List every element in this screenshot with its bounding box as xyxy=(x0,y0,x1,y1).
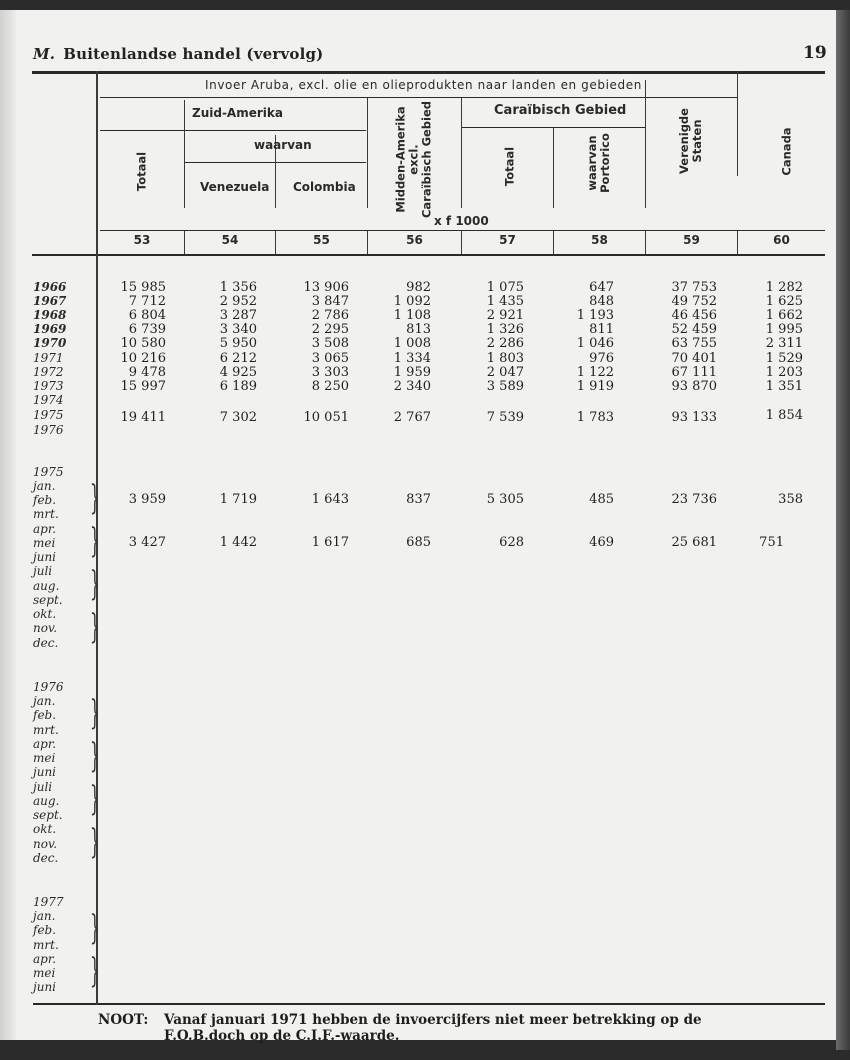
cell: 628 xyxy=(499,535,524,550)
colnum-55: 55 xyxy=(313,233,330,247)
cell: 469 xyxy=(589,535,614,550)
cell: 67 111 xyxy=(671,365,717,380)
cell: 3 959 xyxy=(128,492,166,507)
cell: 2 767 xyxy=(393,410,431,425)
cell: 23 736 xyxy=(671,492,717,507)
cell: 837 xyxy=(406,492,431,507)
cell: 1 193 xyxy=(576,308,614,323)
col-header-venezuela: Venezuela xyxy=(200,180,270,194)
cell: 93 870 xyxy=(671,379,717,394)
col-divider-58-59 xyxy=(645,80,646,208)
cell: 813 xyxy=(406,322,431,337)
cell: 2 952 xyxy=(219,294,257,309)
month-label: okt. xyxy=(33,822,57,836)
page-title xyxy=(33,45,323,63)
unit-rule xyxy=(100,230,825,231)
month-label: mrt. xyxy=(33,723,59,737)
month-label: feb. xyxy=(33,493,57,507)
month-label: aug. xyxy=(33,794,60,808)
month-label: juni xyxy=(33,765,57,779)
cell: 25 681 xyxy=(671,535,717,550)
section-letter: M. xyxy=(33,45,56,63)
colnum-58: 58 xyxy=(591,233,608,247)
row-year-1973: 1973 xyxy=(33,379,64,393)
month-label: dec. xyxy=(33,636,59,650)
table-top-rule xyxy=(32,71,825,74)
cell: 2 921 xyxy=(486,308,524,323)
cell: 10 580 xyxy=(120,336,166,351)
cell: 1 092 xyxy=(393,294,431,309)
header-line: Caraïbisch Gebied xyxy=(419,100,434,219)
month-label: juli xyxy=(33,780,53,794)
cell: 37 753 xyxy=(671,280,717,295)
footnote-line-2: F.O.B.doch op de C.I.F.-waarde. xyxy=(164,1028,400,1044)
quarter-brace: } xyxy=(89,693,100,733)
month-label: nov. xyxy=(33,621,58,635)
quarter-brace: } xyxy=(89,478,100,518)
cell: 1 435 xyxy=(486,294,524,309)
header-line: Midden-Amerika xyxy=(393,106,408,213)
month-label: jan. xyxy=(33,479,56,493)
col-divider-57-58 xyxy=(553,128,554,208)
colnum-60: 60 xyxy=(773,233,790,247)
month-label: apr. xyxy=(33,522,57,536)
header-line: waarvan xyxy=(585,135,599,191)
page-gutter-shadow xyxy=(0,10,16,1040)
month-label: dec. xyxy=(33,851,59,865)
month-label: mei xyxy=(33,536,56,550)
colnum-rule xyxy=(32,254,825,256)
colnum-54: 54 xyxy=(221,233,239,247)
group-waarvan: waarvan xyxy=(254,138,312,152)
cell: 2 295 xyxy=(311,322,349,337)
col-header-colombia: Colombia xyxy=(293,180,356,194)
month-label: sept. xyxy=(33,808,63,822)
cell: 3 847 xyxy=(311,294,349,309)
cell: 93 133 xyxy=(671,410,717,425)
cell: 1 783 xyxy=(576,410,614,425)
cell: 1 075 xyxy=(486,280,524,295)
cell: 49 752 xyxy=(671,294,717,309)
cell: 1 995 xyxy=(765,322,803,337)
row-year-1972: 1972 xyxy=(33,365,64,379)
row-year-1975: 1975 xyxy=(33,408,64,422)
cell: 7 712 xyxy=(128,294,166,309)
cell: 1 356 xyxy=(219,280,257,295)
month-label: aug. xyxy=(33,579,60,593)
row-year-1974: 1974 xyxy=(33,393,64,407)
cell: 2 311 xyxy=(765,336,803,351)
cell: 1 803 xyxy=(486,351,524,366)
col-header-verenigde-staten xyxy=(678,101,704,181)
cell: 976 xyxy=(589,351,614,366)
cell: 647 xyxy=(589,280,614,295)
section-year-1976: 1976 xyxy=(33,680,64,694)
col-header-portorico xyxy=(586,123,612,203)
row-year-1971: 1971 xyxy=(33,351,64,365)
cell: 1 662 xyxy=(765,308,803,323)
month-label: sept. xyxy=(33,593,63,607)
cell: 3 303 xyxy=(311,365,349,380)
cell: 6 804 xyxy=(128,308,166,323)
cell: 685 xyxy=(406,535,431,550)
cell: 6 212 xyxy=(219,351,257,366)
header-line: Staten xyxy=(690,119,704,163)
table-bottom-rule xyxy=(33,1003,825,1005)
cell: 52 459 xyxy=(671,322,717,337)
col-divider-55-56 xyxy=(367,98,368,208)
cell: 6 189 xyxy=(219,379,257,394)
unit-label: x f 1000 xyxy=(434,214,489,228)
cell: 1 959 xyxy=(393,365,431,380)
heading-underline xyxy=(100,97,737,98)
cell: 1 854 xyxy=(765,408,803,423)
header-line: Portorico xyxy=(598,133,612,193)
cell: 5 305 xyxy=(486,492,524,507)
cell: 46 456 xyxy=(671,308,717,323)
quarter-brace: } xyxy=(89,564,100,604)
month-label: okt. xyxy=(33,607,57,621)
month-label: mei xyxy=(33,966,56,980)
section-title: Buitenlandse handel (vervolg) xyxy=(63,45,324,63)
quarter-brace: } xyxy=(89,822,100,862)
cell: 15 997 xyxy=(120,379,166,394)
month-label: nov. xyxy=(33,837,58,851)
section-year-1977: 1977 xyxy=(33,895,64,909)
cell: 2 786 xyxy=(311,308,349,323)
cell: 1 326 xyxy=(486,322,524,337)
cell: 1 719 xyxy=(219,492,257,507)
quarter-brace: } xyxy=(89,521,100,561)
row-year-1969: 1969 xyxy=(33,322,67,336)
cell: 13 906 xyxy=(303,280,349,295)
cell: 485 xyxy=(589,492,614,507)
footnote xyxy=(98,1012,702,1044)
cell: 1 442 xyxy=(219,535,257,550)
month-label: juli xyxy=(33,564,53,578)
colnum-56: 56 xyxy=(406,233,423,247)
section-year-1975: 1975 xyxy=(33,465,64,479)
header-line: Verenigde xyxy=(677,108,691,174)
cell: 10 216 xyxy=(120,351,166,366)
cell: 70 401 xyxy=(671,351,717,366)
cell: 8 250 xyxy=(311,379,349,394)
quarter-brace: } xyxy=(89,908,100,948)
quarter-brace: } xyxy=(89,951,100,991)
cell: 811 xyxy=(589,322,614,337)
cell: 15 985 xyxy=(120,280,166,295)
month-label: mei xyxy=(33,751,56,765)
footnote-line-1: Vanaf januari 1971 hebben de invoercijfers niet meer betrekking op de xyxy=(164,1012,702,1028)
colnum-59: 59 xyxy=(683,233,700,247)
month-label: jan. xyxy=(33,909,56,923)
cell: 1 108 xyxy=(393,308,431,323)
cell: 7 539 xyxy=(486,410,524,425)
colnum-57: 57 xyxy=(499,233,516,247)
header-line: excl. xyxy=(406,144,421,175)
cell: 4 925 xyxy=(219,365,257,380)
cell: 1 122 xyxy=(576,365,614,380)
col-divider-59-60 xyxy=(737,71,738,176)
cell: 3 287 xyxy=(219,308,257,323)
col-header-canada: Canada xyxy=(779,127,794,176)
cell: 1 625 xyxy=(765,294,803,309)
cell: 1 919 xyxy=(576,379,614,394)
cell: 358 xyxy=(778,492,803,507)
month-label: mrt. xyxy=(33,938,59,952)
quarter-brace: } xyxy=(89,736,100,776)
cell: 1 643 xyxy=(311,492,349,507)
cell: 1 282 xyxy=(765,280,803,295)
cell: 848 xyxy=(589,294,614,309)
month-label: feb. xyxy=(33,923,57,937)
zuid-amerika-underline xyxy=(100,130,366,131)
cell: 3 340 xyxy=(219,322,257,337)
quarter-brace: } xyxy=(89,607,100,647)
group-caraibisch: Caraïbisch Gebied xyxy=(494,103,627,118)
cell: 1 008 xyxy=(393,336,431,351)
cell: 3 589 xyxy=(486,379,524,394)
row-year-1967: 1967 xyxy=(33,294,67,308)
cell: 1 351 xyxy=(765,379,803,394)
row-year-1966: 1966 xyxy=(33,280,67,294)
cell: 1 334 xyxy=(393,351,431,366)
cell: 19 411 xyxy=(120,410,166,425)
cell: 3 508 xyxy=(311,336,349,351)
col-header-totaal-caraibisch: Totaal xyxy=(502,146,517,187)
col-divider-56-57 xyxy=(461,98,462,208)
cell: 1 617 xyxy=(311,535,349,550)
month-label: apr. xyxy=(33,952,57,966)
cell: 7 302 xyxy=(219,410,257,425)
month-label: juni xyxy=(33,980,57,994)
cell: 2 340 xyxy=(393,379,431,394)
cell: 6 739 xyxy=(128,322,166,337)
cell: 2 047 xyxy=(486,365,524,380)
cell: 751 xyxy=(759,535,784,550)
cell: 63 755 xyxy=(671,336,717,351)
month-label: apr. xyxy=(33,737,57,751)
month-label: mrt. xyxy=(33,507,59,521)
page-number: 19 xyxy=(803,43,827,63)
colnum-53: 53 xyxy=(133,233,151,247)
cell: 5 950 xyxy=(219,336,257,351)
month-label: juni xyxy=(33,550,57,564)
cell: 1 203 xyxy=(765,365,803,380)
col-divider-53-54 xyxy=(184,100,185,208)
cell: 10 051 xyxy=(303,410,349,425)
main-heading: Invoer Aruba, excl. olie en olieprodukten naar landen en gebieden xyxy=(205,78,642,92)
row-year-1976: 1976 xyxy=(33,423,64,437)
col-header-midden-amerika xyxy=(395,100,434,220)
row-year-1970: 1970 xyxy=(33,336,67,350)
cell: 1 046 xyxy=(576,336,614,351)
footnote-label: NOOT: xyxy=(98,1012,149,1028)
cell: 1 529 xyxy=(765,351,803,366)
cell: 982 xyxy=(406,280,431,295)
cell: 3 427 xyxy=(128,535,166,550)
month-label: jan. xyxy=(33,694,56,708)
quarter-brace: } xyxy=(89,779,100,819)
month-label: feb. xyxy=(33,708,57,722)
row-year-1968: 1968 xyxy=(33,308,67,322)
page-edge xyxy=(836,10,850,1050)
col-header-totaal-zuid: Totaal xyxy=(134,151,149,192)
cell: 2 286 xyxy=(486,336,524,351)
cell: 9 478 xyxy=(128,365,166,380)
group-zuid-amerika: Zuid-Amerika xyxy=(192,106,283,120)
cell: 3 065 xyxy=(311,351,349,366)
